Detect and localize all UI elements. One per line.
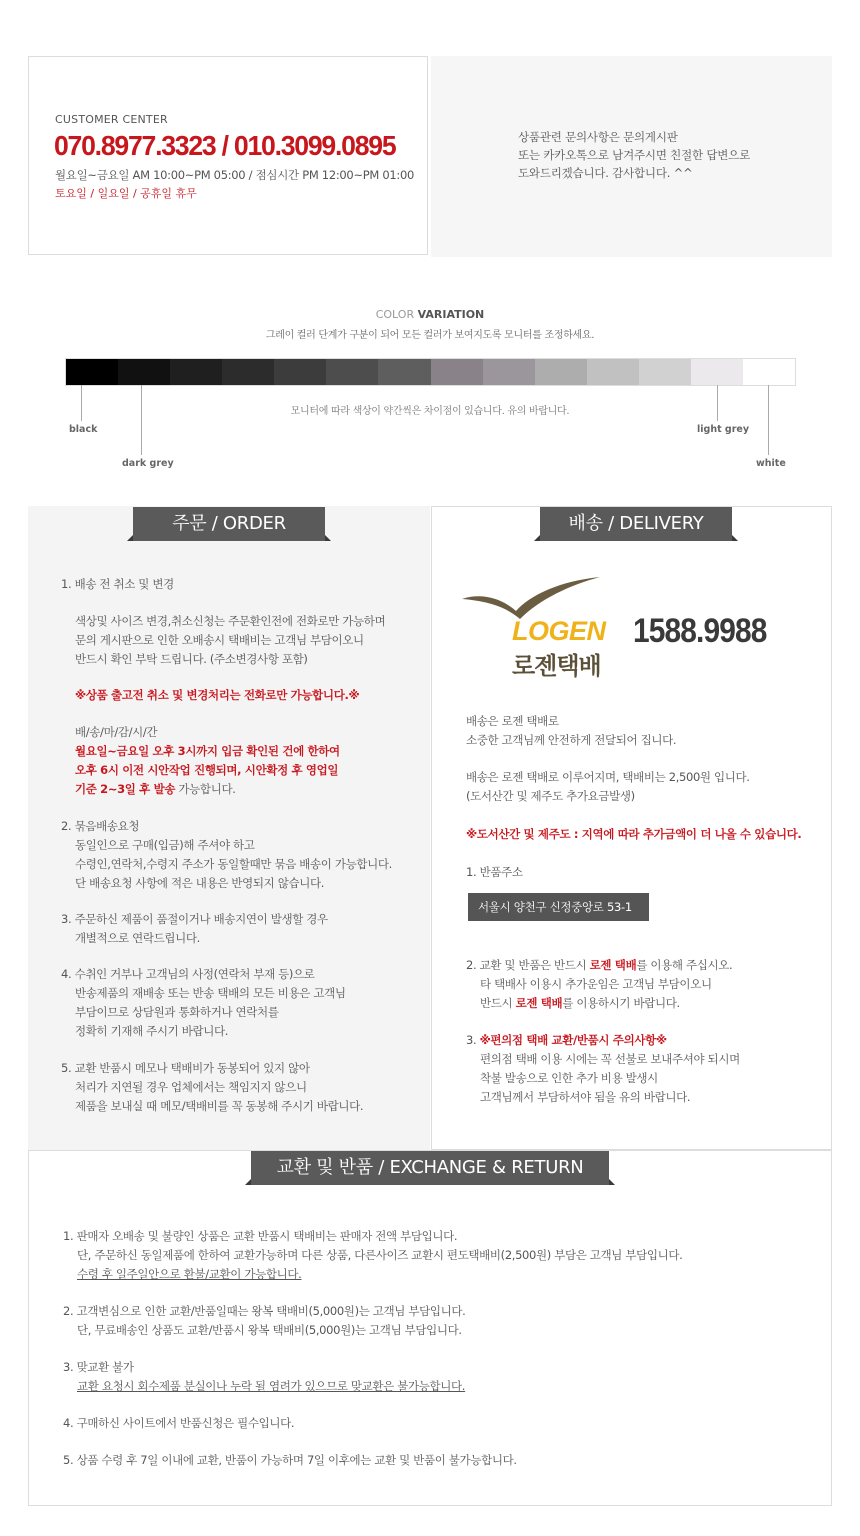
color-variation-title-bold: VARIATION [417,308,485,321]
exchange-text: 단, 주문하신 동일제품에 한하여 교환가능하며 다른 상품, 다른사이즈 교환시 편도택배비(2,500원) 부담은 고객님 부담입니다. [77,1248,683,1262]
grey-swatch [118,359,170,385]
grey-swatch [431,359,483,385]
delivery-text: 고객님께서 부담하셔야 됨을 유의 바랍니다. [480,1090,691,1104]
grey-swatch [274,359,326,385]
business-hours: 월요일~금요일 AM 10:00~PM 05:00 / 점심시간 PM 12:00~PM 01:00 [55,168,415,182]
delivery-text: 타 택배사 이용시 추가운임은 고객님 부담이오니 [480,977,712,991]
order-text: 수령인,연락처,수령지 주소가 동일할때만 묶음 배송이 가능합니다. [75,857,392,871]
order-text: 제품을 보내실 때 메모/택배비를 꼭 동봉해 주시기 바랍니다. [75,1099,364,1113]
delivery-text: 착불 발송으로 인한 추가 비용 발생시 [480,1071,658,1085]
order-section-5-title: 5. 교환 반품시 메모나 택배비가 동봉되어 있지 않아 [61,1061,310,1075]
grey-swatch [691,359,743,385]
order-section-1-title: 1. 배송 전 취소 및 변경 [61,577,174,591]
order-text: 개별적으로 연락드립니다. [75,931,200,945]
logen-logo-korean: 로젠택배 [512,652,601,680]
customer-message-line: 도와드리겠습니다. 감사합니다. ^^ [518,166,693,180]
delivery-section-3 [466,1032,667,1048]
order-deadline-text: 월요일~금요일 오후 3시까지 입금 확인된 건에 한하여 [75,744,340,758]
logen-highlight: 로젠 택배 [515,996,563,1010]
holiday-notice: 토요일 / 일요일 / 공휴일 휴무 [55,187,197,200]
grey-swatch [378,359,430,385]
delivery-text: 배송은 로젠 택배로 [466,714,559,728]
grey-swatch [587,359,639,385]
logen-phone: 1588.9988 [633,612,767,650]
customer-center-phone: 070.8977.3323 / 010.3099.0895 [54,130,396,161]
light-grey-tick [717,385,718,421]
color-variation-title-light: COLOR [375,308,415,321]
delivery-text: 편의점 택배 이용 시에는 꼭 선불로 보내주셔야 되시며 [480,1052,740,1066]
white-tick [768,385,769,455]
delivery-text: 를 이용해 주십시오. [636,958,733,972]
order-text: 문의 게시판으로 인한 오배송시 택배비는 고객님 부담이오니 [75,633,364,647]
black-tick [81,385,82,421]
grey-swatch [170,359,222,385]
color-variation-note: 모니터에 따라 색상이 약간씩은 차이점이 있습니다. 유의 바랍니다. [290,406,570,417]
delivery-text: 를 이용하시기 바랍니다. [562,996,680,1010]
order-text: 반송제품의 재배송 또는 반송 택배의 모든 비용은 고객님 [75,986,346,1000]
delivery-text: 배송은 로젠 택배로 이루어지며, 택배비는 2,500원 입니다. [466,770,750,784]
order-text: 처리가 지연될 경우 업체에서는 책임지지 않으니 [75,1080,307,1094]
exchange-text: 교환 요청시 회수제품 분실이나 누락 될 염려가 있으므로 맞교환은 불가능합니다. [77,1379,466,1393]
order-section-3-title: 3. 주문하신 제품이 품절이거나 배송지연이 발생할 경우 [61,912,328,926]
exchange-heading: 교환 및 반품 / EXCHANGE & RETURN [251,1151,609,1185]
delivery-section-2 [466,957,732,973]
color-variation-title [0,308,860,321]
order-section-2-title: 2. 묶음배송요청 [61,819,140,833]
logen-logo-text: LOGEN [512,616,606,646]
order-text: 부담이므로 상담원과 통화하거나 연락처를 [75,1005,279,1019]
delivery-text: 반드시 [480,996,516,1010]
exchange-item-1: 1. 판매자 오배송 및 불량인 상품은 교환 반품시 택배비는 판매자 전액 부담입니다. [63,1229,458,1243]
exchange-text: 단, 무료배송인 상품도 교환/반품시 왕복 택배비(5,000원)는 고객님 부담입니다. [77,1323,462,1337]
delivery-text: 2. 교환 및 반품은 반드시 [466,958,590,972]
exchange-item-3: 3. 맞교환 불가 [63,1360,134,1374]
exchange-item-2: 2. 고객변심으로 인한 교환/반품일때는 왕복 택배비(5,000원)는 고객님 부담입니다. [63,1304,466,1318]
order-warning: ※상품 출고전 취소 및 변경처리는 전화로만 가능합니다.※ [75,688,360,702]
customer-center-label: CUSTOMER CENTER [55,113,168,126]
order-section-4-title: 4. 수취인 거부나 고객님의 사정(연락처 부재 등)으로 [61,967,315,981]
grey-swatch [639,359,691,385]
customer-message-line: 상품관련 문의사항은 문의게시판 [518,130,678,144]
grey-swatch [483,359,535,385]
order-deadline-text: 오후 6시 이전 시안작업 진행되며, 시안확정 후 영업일 [75,763,339,777]
grey-swatch [222,359,274,385]
convenience-store-warning: ※편의점 택배 교환/반품시 주의사항※ [479,1033,667,1047]
logen-highlight: 로젠 택배 [589,958,637,972]
grey-swatch-strip [65,358,796,386]
order-text: 색상및 사이즈 변경,취소신청는 주문환인전에 전화로만 가능하며 [75,614,386,628]
black-label: black [69,424,98,435]
order-ship-days: 기준 2~3일 후 발송 [75,782,176,796]
exchange-item-4: 4. 구매하신 사이트에서 반품신청은 필수입니다. [63,1416,295,1430]
return-address-title: 1. 반품주소 [466,865,523,879]
order-ship-days-rest: 가능합니다. [175,782,236,796]
delivery-heading: 배송 / DELIVERY [540,507,732,541]
order-text: 정확히 기재해 주시기 바랍니다. [75,1024,229,1038]
delivery-text: (도서산간 및 제주도 추가요금발생) [466,789,635,803]
white-label: white [756,458,786,469]
order-heading: 주문 / ORDER [133,507,325,541]
order-deadline-title: 배/송/마/감/시/간 [75,725,158,739]
dark-grey-tick [141,385,142,455]
grey-swatch [326,359,378,385]
delivery-text: 소중한 고객님께 안전하게 전달되어 집니다. [466,733,677,747]
return-address: 서울시 양천구 신정중앙로 53-1 [468,893,649,921]
exchange-item-5: 5. 상품 수령 후 7일 이내에 교환, 반품이 가능하며 7일 이후에는 교환 및 반품이 불가능합니다. [63,1453,517,1467]
order-text: 동일인으로 구매(입금)해 주셔야 하고 [75,838,255,852]
grey-swatch [66,359,118,385]
dark-grey-label: dark grey [122,458,174,469]
order-text: 단 배송요청 사항에 적은 내용은 반영되지 않습니다. [75,876,325,890]
order-deadline-text [75,781,236,797]
delivery-warning: ※도서산간 및 제주도 : 지역에 따라 추가금액이 더 나올 수 있습니다. [466,827,802,841]
customer-message-line: 또는 카카오톡으로 남겨주시면 친절한 답변으로 [518,148,750,162]
color-variation-subtitle: 그레이 컬러 단계가 구분이 되어 모든 컬러가 보여지도록 모니터를 조정하세요. [265,330,595,341]
grey-swatch [743,359,795,385]
light-grey-label: light grey [697,424,750,435]
order-text: 반드시 확인 부탁 드립니다. (주소변경사항 포함) [75,652,308,666]
grey-swatch [535,359,587,385]
delivery-text-row [480,995,680,1011]
delivery-text: 3. [466,1033,480,1047]
exchange-text: 수령 후 일주일안으로 환불/교환이 가능합니다. [77,1267,302,1281]
